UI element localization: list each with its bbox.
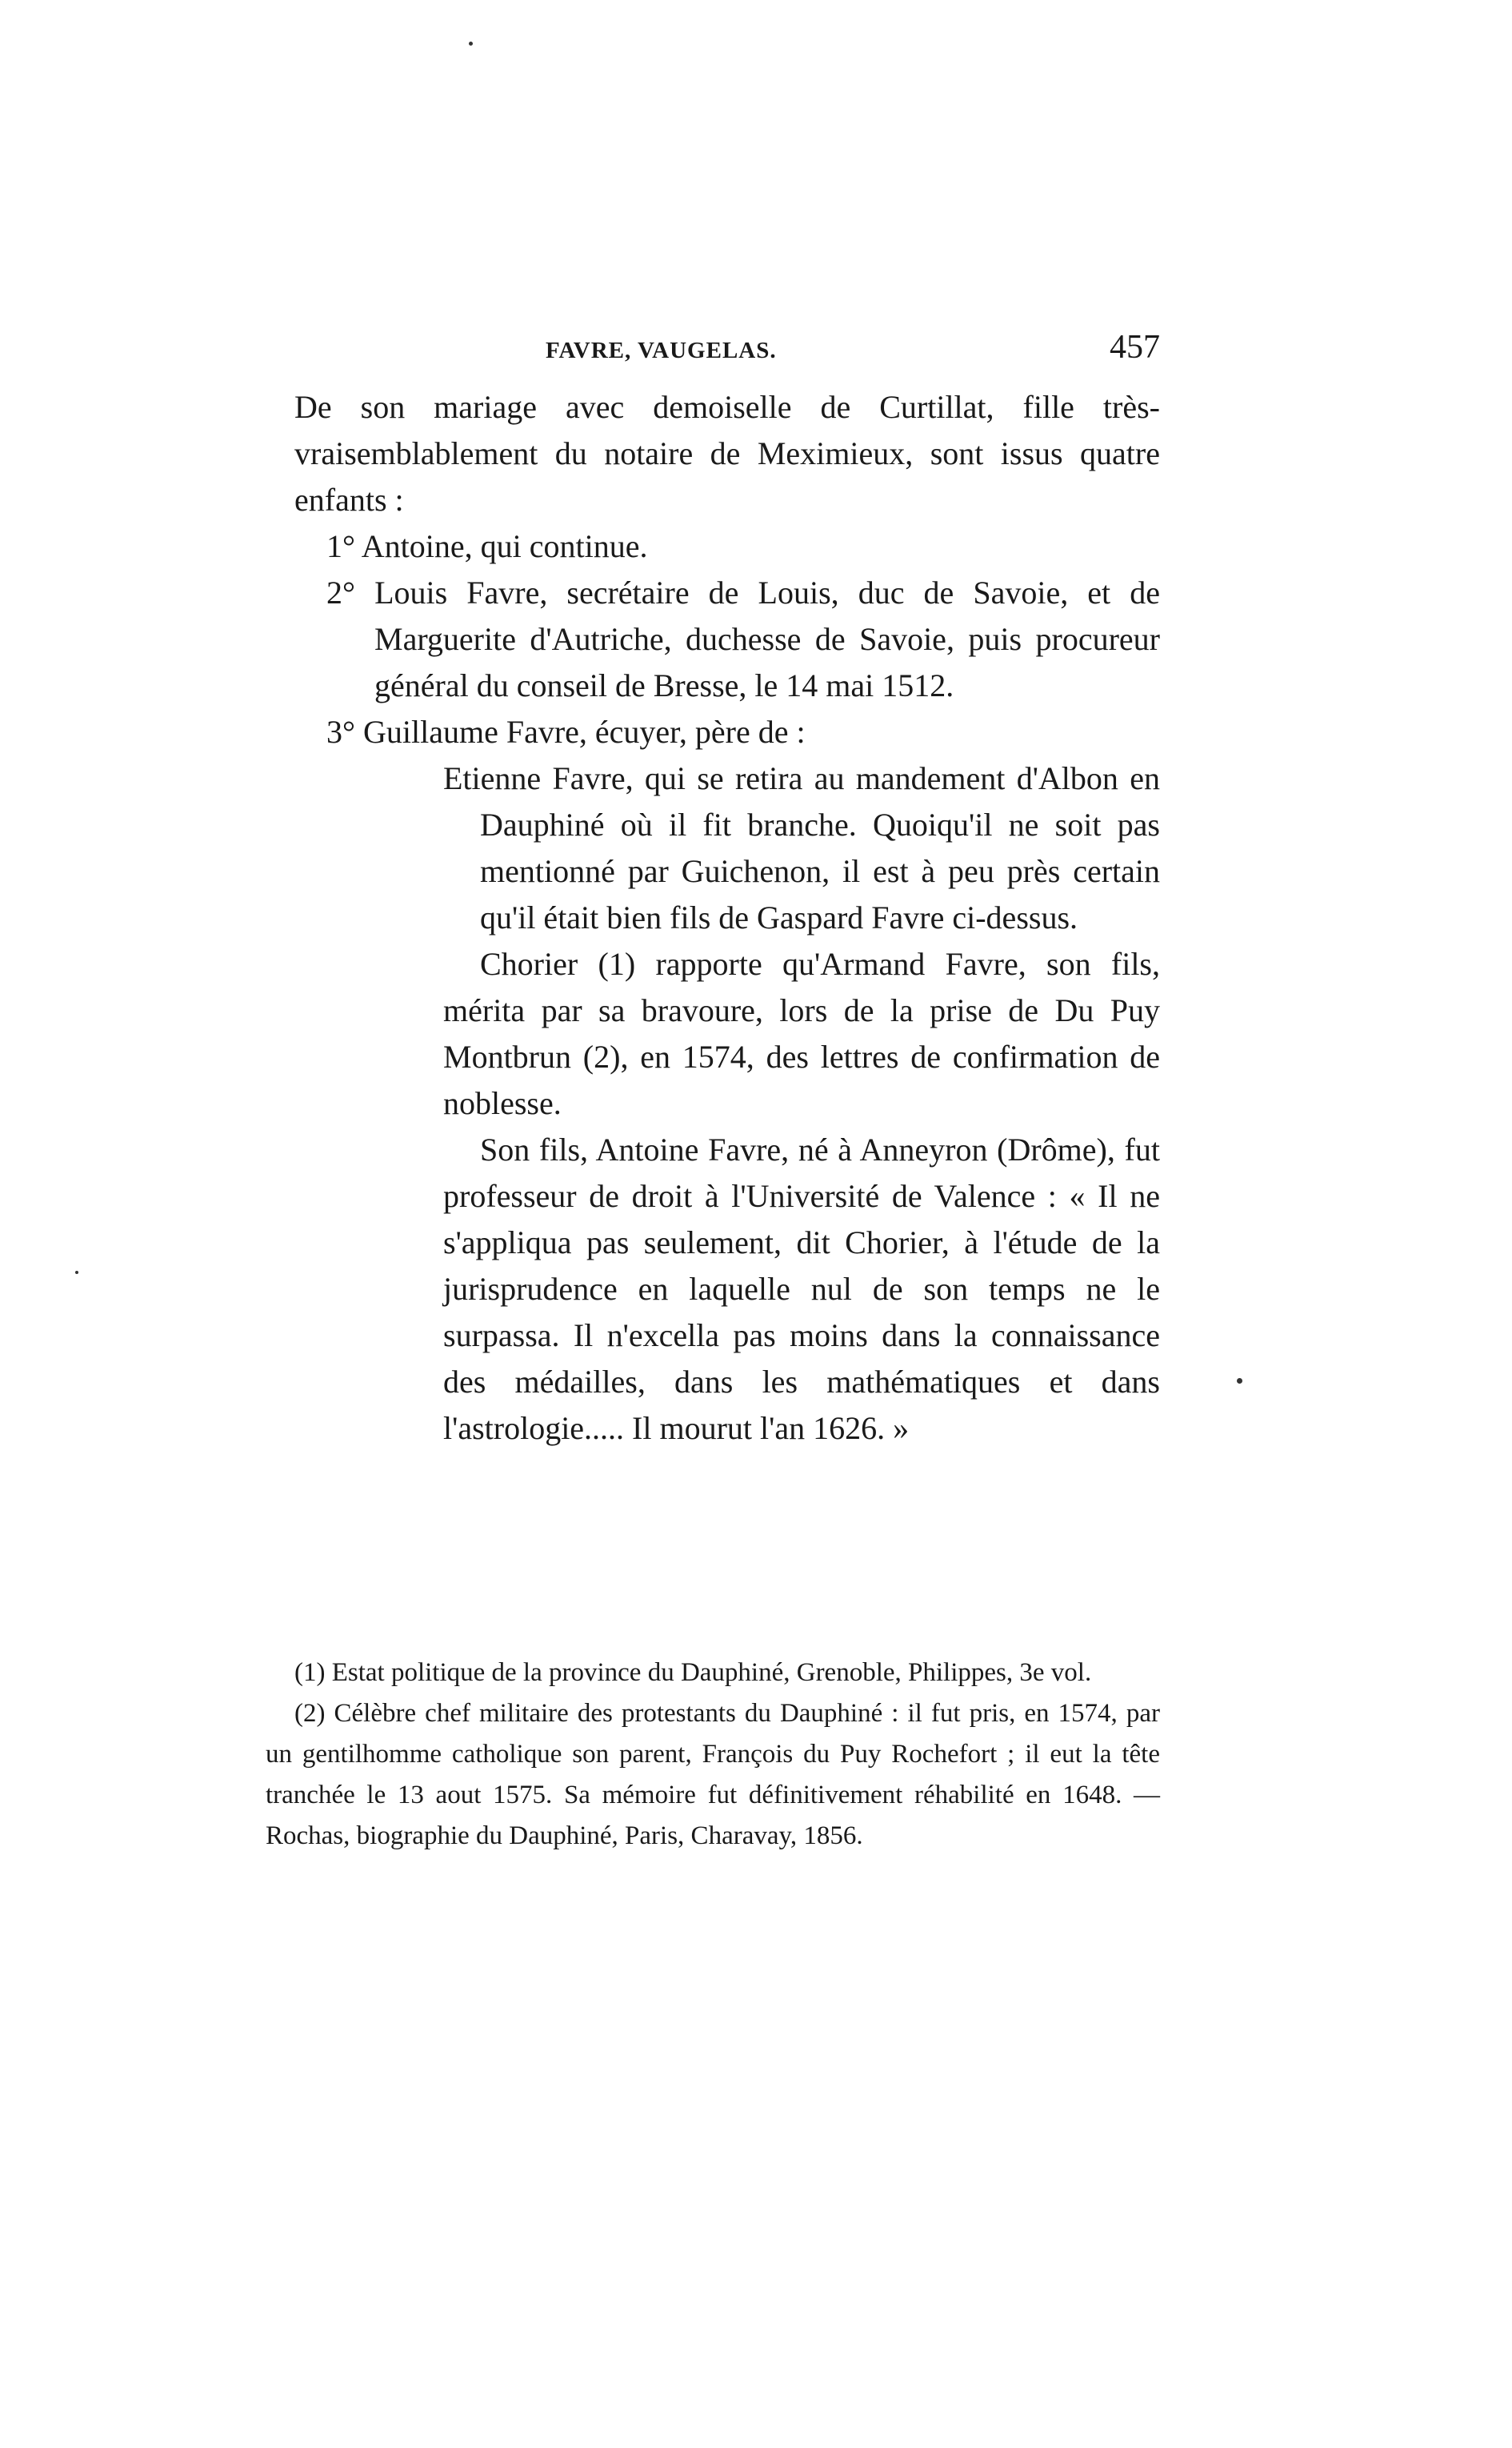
list-item-3-sub: Etienne Favre, qui se retira au mandement d'Albon en Dauphiné où il fit branche. Quoiqu'il ne soit pas mentionné par Guichenon, il est à peu près certain qu'il était bien fils de Gaspard Favre ci-dessus. [443,760,1160,936]
scan-speck [469,42,473,46]
running-head [294,328,1160,368]
scan-speck [1237,1378,1242,1384]
page-number: 457 [1110,329,1160,366]
running-title: FAVRE, VAUGELAS. [546,338,777,363]
footnote-1: (1) Estat politique de la province du Dauphiné, Grenoble, Philippes, 3e vol. [294,1658,1092,1687]
body-text [294,384,1160,1452]
chorier-paragraph: Chorier (1) rapporte qu'Armand Favre, son fils, mérita par sa bravoure, lors de la prise de Du Puy Montbrun (2), en 1574, des lettres de confirmation de noblesse. [443,946,1160,1121]
list-item-1: 1° Antoine, qui continue. [326,528,648,564]
list-item-3: 3° Guillaume Favre, écuyer, père de : [326,714,806,750]
scan-speck [75,1271,78,1274]
intro-paragraph: De son mariage avec demoiselle de Curtillat, fille très-vraisemblablement du notaire de Meximieux, sont issus quatre enfants : [294,389,1160,518]
footnotes [266,1653,1160,1857]
list-item-2: 2° Louis Favre, secrétaire de Louis, duc de Savoie, et de Marguerite d'Autriche, duchesse de Savoie, puis procureur général du conseil de Bresse, le 14 mai 1512. [326,575,1160,703]
footnote-2: (2) Célèbre chef militaire des protestants du Dauphiné : il fut pris, en 1574, par un gentilhomme catholique son parent, François du Puy Rochefort ; il eut la tête tranchée le 13 aout 1575. Sa mémoire fut définitivement réhabilité en 1648. — Rochas, biographie du Dauphiné, Paris, Charavay, 1856. [266,1699,1160,1850]
son-fils-paragraph: Son fils, Antoine Favre, né à Anneyron (Drôme), fut professeur de droit à l'Université de Valence : « Il ne s'appliqua pas seulement, dit Chorier, à l'étude de la jurisprudence en laquelle nul de son temps ne le surpassa. Il n'excella pas moins dans la connaissance des médailles, dans les mathématiques et dans l'astrologie..... Il mourut l'an 1626. » [443,1132,1160,1446]
